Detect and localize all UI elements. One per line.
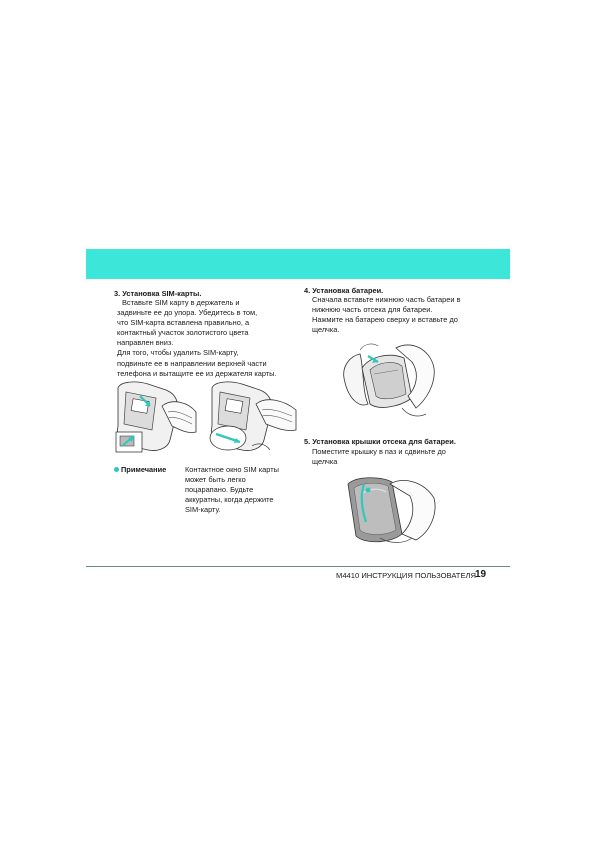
note-bullet-icon [114, 467, 119, 472]
footer-label: M4410 ИНСТРУКЦИЯ ПОЛЬЗОВАТЕЛЯ [336, 571, 476, 580]
footer-rule [86, 566, 510, 567]
body-line: Поместите крышку в паз и сдвиньте до [312, 447, 446, 456]
body-line: Сначала вставьте нижнюю часть батареи в [312, 295, 461, 304]
section-5-heading: 5. Установка крышки отсека для батареи. [304, 437, 456, 446]
header-band [86, 249, 510, 279]
body-line: Нажмите на батарею сверху и вставьте до [312, 315, 458, 325]
sim-insert-illustration [110, 376, 198, 456]
body-line: щелчка. [312, 325, 340, 335]
section-4-body [312, 295, 461, 335]
page-number: 19 [475, 569, 487, 580]
section-4-heading: 4. Установка батареи. [304, 286, 384, 295]
body-line: подвиньте ее в направлении верхней части [117, 358, 267, 368]
note-line: поцарапано. Будьте [185, 485, 254, 495]
note-line: аккуратны, когда держите [185, 495, 274, 505]
body-line: контактный участок золотистого цвета [117, 328, 249, 338]
body-line: нижнюю часть отсека для батареи. [312, 305, 433, 315]
note-label: Примечание [121, 465, 167, 474]
body-line: Для того, чтобы удалить SIM-карту, [117, 348, 239, 358]
section-3-heading: 3. Установка SIM-карты. [114, 289, 202, 298]
body-line: направлен вниз. [117, 338, 174, 348]
body-line: что SIM-карта вставлена правильно, а [117, 318, 250, 328]
note-line: Контактное окно SIM карты [185, 465, 279, 474]
section-5-body [312, 447, 446, 467]
body-line: щелчка [312, 457, 338, 467]
body-line: телефона и вытащите ее из держателя карты. [117, 368, 277, 378]
note-line: SIM-карту. [185, 505, 221, 515]
note-line: может быть легко [185, 475, 246, 485]
body-line: Вставьте SIM карту в держатель и [122, 298, 240, 307]
body-line: задвиньте ее до упора. Убедитесь в том, [117, 308, 258, 318]
section-3-body [117, 298, 277, 379]
sim-remove-illustration [202, 376, 298, 456]
note-body [185, 465, 279, 515]
battery-insert-illustration [338, 338, 438, 424]
battery-cover-illustration [340, 474, 440, 546]
